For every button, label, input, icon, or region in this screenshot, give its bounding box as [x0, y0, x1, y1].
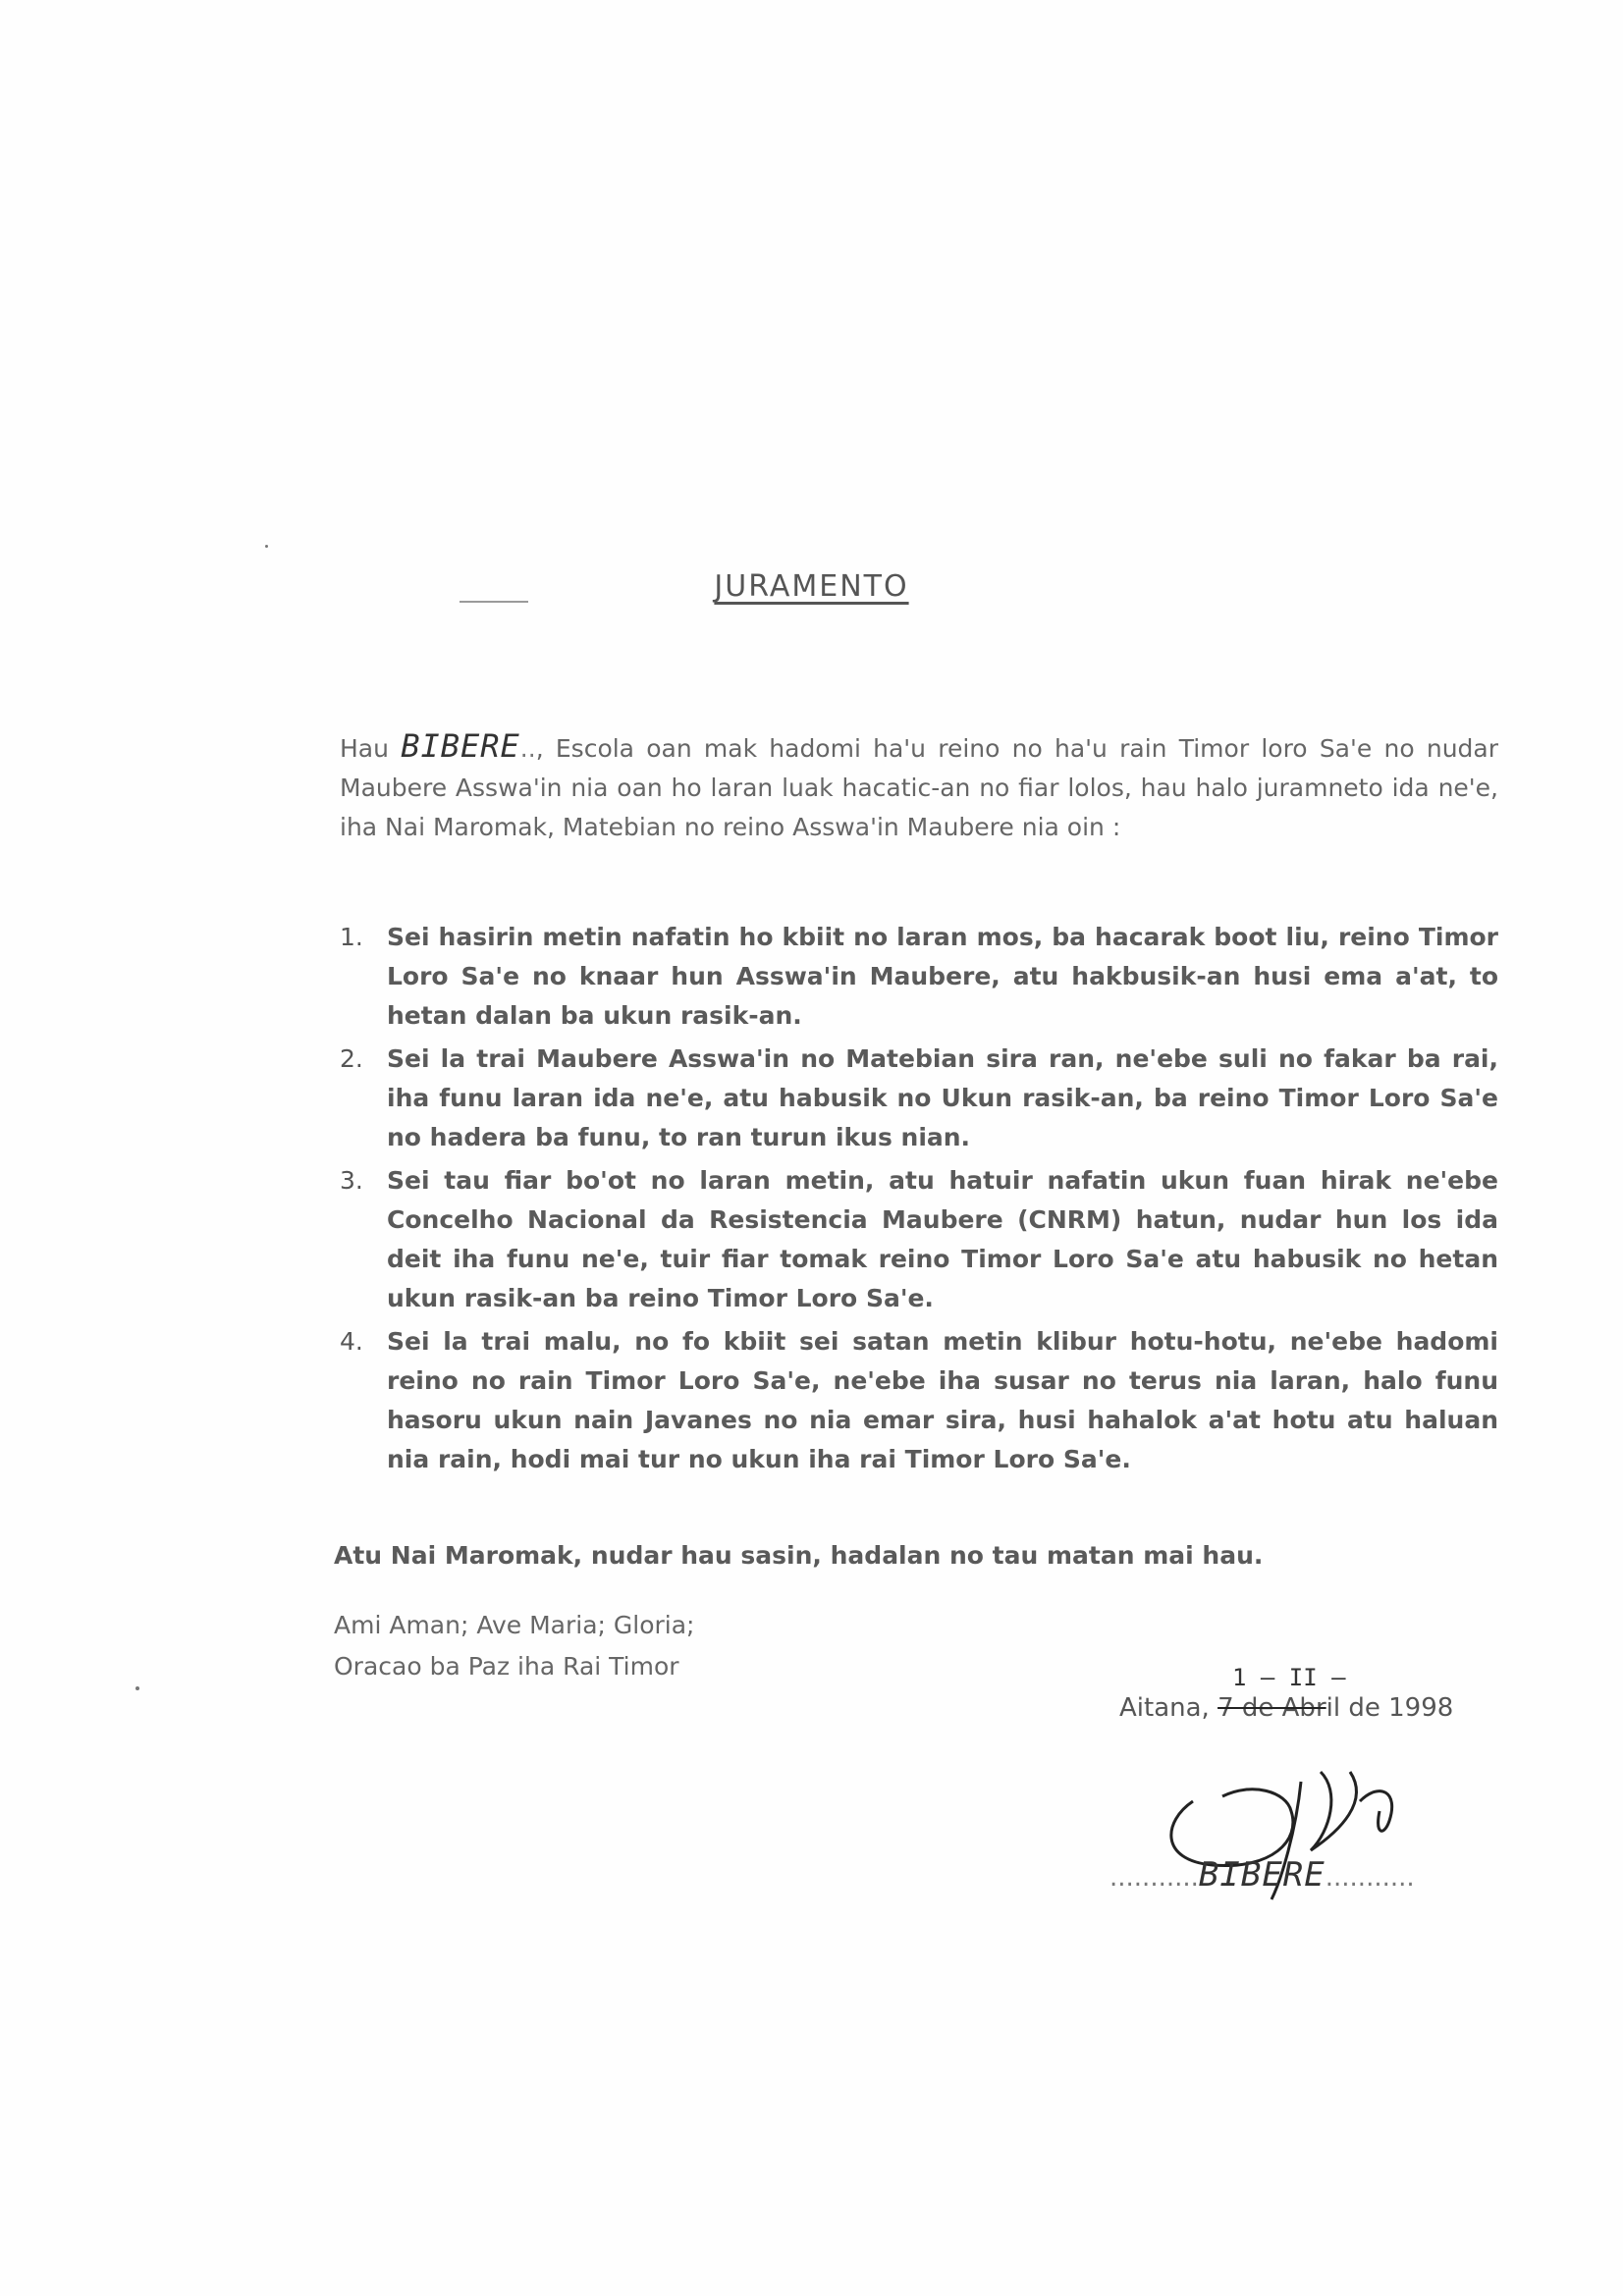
signature-dots-right: ........... — [1325, 1863, 1415, 1893]
date-place: Aitana, — [1119, 1693, 1210, 1723]
oath-item — [340, 918, 1498, 1036]
scan-speck — [135, 1686, 139, 1690]
oath-item-text: Sei la trai malu, no fo kbiit sei satan metin klibur hotu-hotu, ne'ebe hadomi reino no rain Timor Loro Sa'e, ne'ebe iha susar no terus nia laran, halo funu hasoru ukun nain Javanes no nia emar sira, husi hahalok a'at hotu atu haluan nia rain, hodi mai tur no ukun iha rai Timor Loro Sa'e. — [387, 1327, 1498, 1473]
signature-dots-left: ........... — [1109, 1863, 1199, 1893]
oath-item-number: 4. — [340, 1327, 363, 1356]
oath-item-number: 2. — [340, 1044, 363, 1073]
oath-item — [340, 1322, 1498, 1479]
document-title: JURAMENTO — [714, 569, 909, 604]
signature-name: BIBERE — [1198, 1855, 1325, 1895]
oath-items — [340, 918, 1498, 1483]
date-correction: 1 – II – — [1232, 1664, 1346, 1691]
prayer-line: Ami Aman; Ave Maria; Gloria; — [334, 1611, 695, 1639]
oath-item-text: Sei hasirin metin nafatin ho kbiit no laran mos, ba hacarak boot liu, reino Timor Loro Sa'e no knaar hun Asswa'in Maubere, atu hakbusik-an husi ema a'at, to hetan dalan ba ukun rasik-an. — [387, 923, 1498, 1030]
intro-prefix: Hau — [340, 734, 389, 763]
handwritten-name: BIBERE — [401, 727, 520, 765]
oath-item — [340, 1161, 1498, 1318]
prayer-line: Oracao ba Paz iha Rai Timor — [334, 1652, 679, 1681]
date-struck: 7 de Abr — [1217, 1693, 1326, 1723]
intro-text: , Escola oan mak hadomi ha'u reino no ha'u rain Timor loro Sa'e no nudar Maubere Asswa'in nia oan ho laran luak hacatic-an no fiar lolos, hau halo juramneto ida ne'e, iha Nai Maromak, Matebian no reino Asswa'in Maubere nia oin : — [340, 734, 1499, 841]
intro-paragraph — [340, 726, 1498, 847]
name-dots: .. — [519, 734, 536, 763]
date-line — [1119, 1693, 1453, 1723]
date-rest: il de 1998 — [1325, 1693, 1454, 1723]
oath-item-number: 3. — [340, 1166, 363, 1195]
signature-line — [1109, 1855, 1415, 1895]
scan-speck — [265, 545, 268, 548]
oath-item — [340, 1040, 1498, 1157]
oath-item-number: 1. — [340, 923, 363, 951]
prayers-block — [334, 1605, 694, 1687]
oath-item-text: Sei tau fiar bo'ot no laran metin, atu hatuir nafatin ukun fuan hirak ne'ebe Concelho Nacional da Resistencia Maubere (CNRM) hatun, nudar hun los ida deit iha funu ne'e, tuir fiar tomak reino Timor Loro Sa'e atu habusik no hetan ukun rasik-an ba reino Timor Loro Sa'e. — [387, 1166, 1498, 1312]
oath-item-text: Sei la trai Maubere Asswa'in no Matebian sira ran, ne'ebe suli no fakar ba rai, iha funu laran ida ne'e, atu habusik no Ukun rasik-an, ba reino Timor Loro Sa'e no hadera ba funu, to ran turun ikus nian. — [387, 1044, 1498, 1151]
closing-line: Atu Nai Maromak, nudar hau sasin, hadalan no tau matan mai hau. — [334, 1541, 1264, 1570]
